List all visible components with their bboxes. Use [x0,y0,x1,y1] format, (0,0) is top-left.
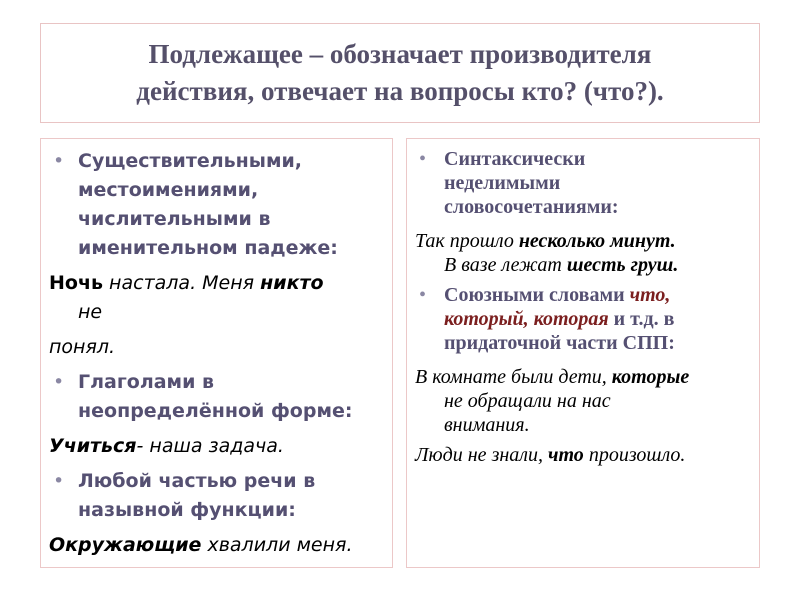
left-bullet-verbs [49,368,394,426]
bullet-dot-icon: • [53,470,65,492]
example-text: настала. Меня [103,272,261,294]
example-word: несколько минут. [518,230,676,252]
example-text: В комнате были дети, [415,366,612,388]
left-example-1 [49,269,394,362]
bullet-line: неопределённой форме: [78,400,353,422]
example-word: которые [611,366,690,388]
left-content [49,147,394,560]
example-text: произошло. [583,444,686,466]
example-text: Люди не знали, [415,444,549,466]
example-text: не [78,301,103,323]
right-example-2 [415,365,759,437]
right-bullet-phrases [415,147,759,219]
bullet-dot-icon: • [419,284,427,306]
bullet-dot-icon: • [53,150,65,172]
example-word: Окружающие [49,534,202,556]
example-text: понял. [49,336,116,358]
example-word: Ночь [49,272,104,294]
left-panel [40,138,393,568]
right-example-1 [415,229,759,277]
bullet-word: что, [629,284,671,306]
bullet-line: словосочетаниями: [444,196,619,218]
bullet-line: местоимениями, [78,179,259,201]
bullet-line: Глаголами в [78,371,215,393]
bullet-line: назывной функции: [78,499,296,521]
bullet-line: придаточной части СПП: [444,332,675,354]
bullet-line: Любой частью речи в [78,470,316,492]
title-line-1: Подлежащее – обозначает производителя [148,39,652,69]
example-word: Учиться [49,435,137,457]
bullet-dot-icon: • [419,148,427,170]
example-text: . [673,254,679,276]
example-text: - наша задача. [136,435,284,457]
left-example-3 [49,531,394,560]
right-example-3 [415,443,759,467]
slide-title [40,23,760,123]
right-bullet-conjunctive [415,283,759,355]
bullet-line: Существительными, [78,150,303,172]
example-text: внимания. [444,414,530,436]
example-word: что [548,444,584,466]
bullet-line: неделимыми [444,172,561,194]
bullet-line: числительными в [78,208,271,230]
example-text: Так прошло [415,230,519,252]
left-example-2 [49,432,394,461]
right-panel [406,138,760,568]
example-text: хвалили меня. [201,534,353,556]
left-bullet-any-part [49,467,394,525]
example-word: шесть груш [566,254,674,276]
left-bullet-nouns [49,147,394,263]
title-line-2: действия, отвечает на вопросы кто? (что?). [136,76,664,106]
bullet-text: и т.д. в [608,308,675,330]
bullet-line: Синтаксически [444,148,586,170]
bullet-word: который, которая [444,308,609,330]
example-text: В вазе лежат [444,254,567,276]
example-text: не обращали на нас [444,390,611,412]
bullet-dot-icon: • [53,371,65,393]
example-word: никто [260,272,324,294]
bullet-text: Союзными словами [444,284,630,306]
bullet-line: именительном падеже: [78,237,338,259]
right-content [415,147,759,467]
